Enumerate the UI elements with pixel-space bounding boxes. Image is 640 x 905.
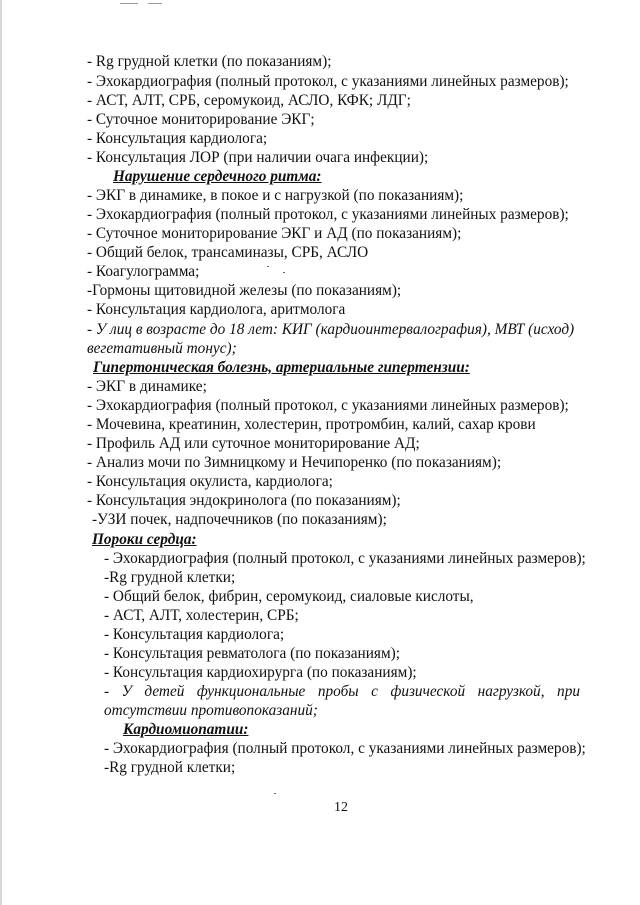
list-item: - У лиц в возрасте до 18 лет: КИГ (кардиоинтервалография), МВТ (исход) (87, 321, 575, 338)
list-item: - Мочевина, креатинин, холестерин, протромбин, калий, сахар крови (87, 416, 536, 433)
scan-speck (283, 272, 285, 273)
list-item: - Эхокардиография (полный протокол, с указаниями линейных размеров); (104, 550, 586, 567)
section-heading-arrhythmia: Нарушение сердечного ритма: (113, 168, 322, 185)
list-item: - Консультация ревматолога (по показаниям); (104, 645, 400, 662)
list-item: - Консультация кардиолога; (104, 626, 285, 643)
scan-mark (120, 3, 138, 4)
list-item: - Анализ мочи по Зимницкому и Нечипоренко (по показаниям); (87, 454, 502, 471)
list-item: - АСТ, АЛТ, СРБ, серомукоид, АСЛО, КФК; ЛДГ; (87, 92, 411, 109)
list-item-continuation: отсутствии противопоказаний; (104, 702, 318, 719)
scan-speck (267, 266, 269, 267)
list-item: - Консультация кардиолога; (87, 130, 268, 147)
list-item: - Эхокардиография (полный протокол, с указаниями линейных размеров); (104, 740, 586, 757)
scan-edge (0, 0, 2, 905)
list-item: - Суточное мониторирование ЭКГ и АД (по показаниям); (87, 225, 462, 242)
list-item: - Эхокардиография (полный протокол, с указаниями линейных размеров); (87, 73, 569, 90)
list-item: - ЭКГ в динамике, в покое и с нагрузкой (по показаниям); (87, 187, 464, 204)
list-item: -Rg грудной клетки; (104, 759, 236, 776)
list-item: -Гормоны щитовидной железы (по показаниям); (87, 282, 402, 299)
list-item-continuation: вегетативный тонус); (87, 340, 237, 357)
section-heading-cardiomyopathy: Кардиомиопатии: (123, 721, 249, 738)
list-item: - Эхокардиография (полный протокол, с указаниями линейных размеров); (87, 397, 569, 414)
list-item: -Rg грудной клетки; (104, 569, 236, 586)
list-item: - Эхокардиография (полный протокол, с указаниями линейных размеров); (87, 206, 569, 223)
section-heading-heart-defects: Пороки сердца: (92, 531, 197, 548)
list-item: - У детей функциональные пробы с физической нагрузкой, при (104, 683, 580, 700)
list-item: - Консультация эндокринолога (по показаниям); (87, 492, 401, 509)
list-item: - Суточное мониторирование ЭКГ; (87, 111, 315, 128)
list-item: - Общий белок, трансаминазы, СРБ, АСЛО (87, 244, 369, 261)
list-item: - Консультация кардиохирурга (по показаниям); (104, 664, 417, 681)
list-item: - Общий белок, фибрин, серомукоид, сиаловые кислоты, (104, 588, 474, 605)
list-item: - Консультация окулиста, кардиолога; (87, 473, 333, 490)
list-item: - Консультация ЛОР (при наличии очага инфекции); (87, 149, 429, 166)
list-item: - Коагулограмма; (87, 263, 200, 280)
list-item: -УЗИ почек, надпочечников (по показаниям); (92, 511, 387, 528)
scan-speck (274, 793, 276, 794)
list-item: - ЭКГ в динамике; (87, 378, 207, 395)
scan-mark (148, 3, 162, 4)
list-item: - Консультация кардиолога, аритмолога (87, 301, 346, 318)
section-heading-hypertension: Гипертоническая болезнь, артериальные гипертензии: (93, 359, 470, 376)
list-item: - Профиль АД или суточное мониторирование АД; (87, 435, 420, 452)
list-item: - АСТ, АЛТ, холестерин, СРБ; (104, 607, 299, 624)
page-number: 12 (334, 800, 348, 815)
list-item: - Rg грудной клетки (по показаниям); (87, 53, 332, 70)
